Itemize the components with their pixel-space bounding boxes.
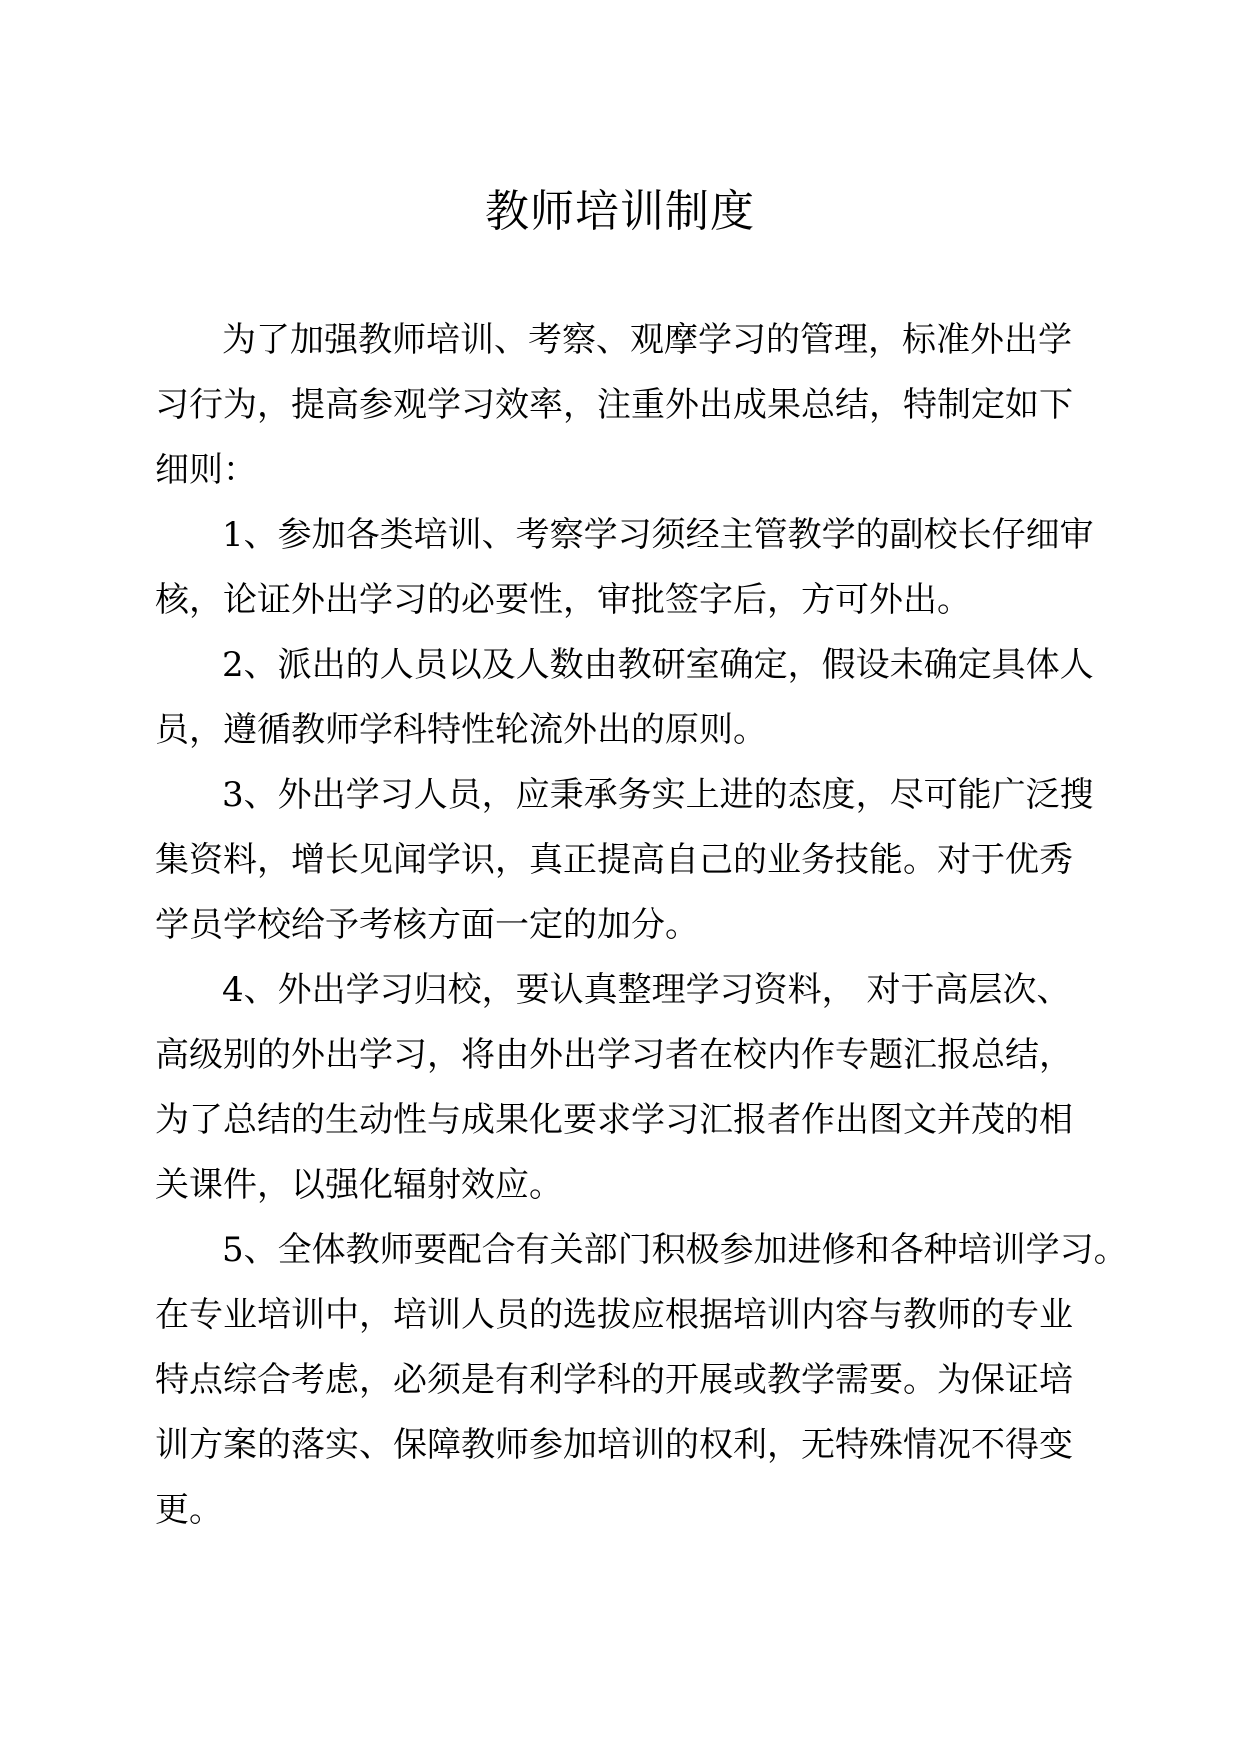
document-title: 教师培训制度 [485, 186, 755, 237]
paragraph-line: 1、参加各类培训、考察学习须经主管教学的副校长仔细审 [222, 515, 1094, 555]
paragraph-line: 学员学校给予考核方面一定的加分。 [155, 905, 699, 945]
paragraph-line: 在专业培训中，培训人员的选拔应根据培训内容与教师的专业 [155, 1295, 1073, 1335]
paragraph-line: 为了加强教师培训、考察、观摩学习的管理，标准外出学 [222, 320, 1072, 360]
paragraph-line: 2、派出的人员以及人数由教研室确定，假设未确定具体人 [222, 645, 1094, 685]
paragraph-rule-5 [155, 1218, 1128, 1543]
paragraph-rule-3 [155, 763, 1094, 958]
paragraph-line: 关课件，以强化辐射效应。 [155, 1165, 563, 1205]
paragraph-line: 5、全体教师要配合有关部门积极参加进修和各种培训学习。 [222, 1230, 1128, 1270]
paragraph-line: 3、外出学习人员，应秉承务实上进的态度，尽可能广泛搜 [222, 775, 1094, 815]
paragraph-rule-2 [155, 633, 1094, 763]
paragraph-line: 员，遵循教师学科特性轮流外出的原则。 [155, 710, 767, 750]
paragraph-rule-4 [155, 958, 1090, 1218]
paragraph-rule-1 [155, 503, 1094, 633]
paragraph-line: 高级别的外出学习，将由外出学习者在校内作专题汇报总结， [155, 1035, 1073, 1075]
paragraph-line: 为了总结的生动性与成果化要求学习汇报者作出图文并茂的相 [155, 1100, 1073, 1140]
paragraph-intro [155, 308, 1090, 503]
document-body [155, 308, 1128, 1543]
paragraph-line: 细则： [155, 450, 257, 490]
paragraph-line: 4、外出学习归校，要认真整理学习资料， 对于高层次、 [222, 970, 1071, 1010]
paragraph-line: 特点综合考虑，必须是有利学科的开展或教学需要。为保证培 [155, 1360, 1073, 1400]
paragraph-line: 习行为，提高参观学习效率，注重外出成果总结，特制定如下 [155, 385, 1073, 425]
paragraph-line: 更。 [155, 1490, 223, 1530]
paragraph-line: 训方案的落实、保障教师参加培训的权利，无特殊情况不得变 [155, 1425, 1073, 1465]
paragraph-line: 集资料，增长见闻学识，真正提高自己的业务技能。对于优秀 [155, 840, 1073, 880]
paragraph-line: 核，论证外出学习的必要性，审批签字后，方可外出。 [155, 580, 971, 620]
